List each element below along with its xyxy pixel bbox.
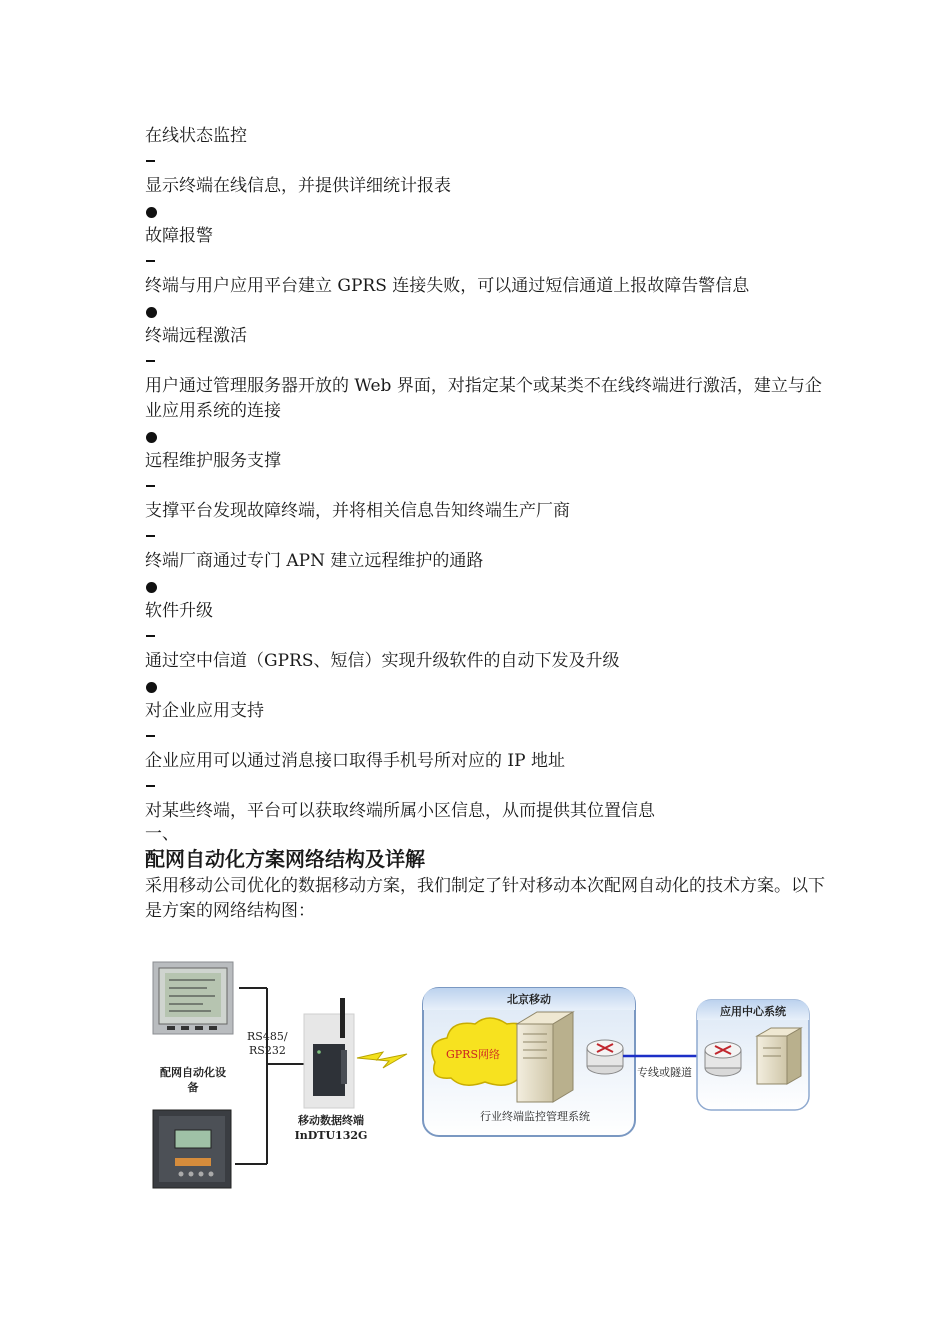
list-item-text: 对企业应用支持	[145, 701, 264, 721]
app-center-box	[697, 1000, 809, 1110]
controller-device-icon	[153, 1110, 231, 1188]
network-diagram	[145, 958, 815, 1198]
list-item-text: 用户通过管理服务器开放的 Web 界面，对指定某个或某类不在线终端进行激活，建立与企业应用系统的连接	[145, 376, 822, 421]
wireless-signal-icon	[357, 1052, 407, 1068]
bullet-marker-icon	[145, 574, 825, 599]
list-item-text: 软件升级	[145, 601, 213, 621]
app-center-title: 应用中心系统	[720, 1005, 786, 1018]
list-item-text: 企业应用可以通过消息接口取得手机号所对应的 IP 地址	[145, 751, 565, 771]
device-label-line2: 备	[187, 1081, 199, 1094]
list-item-text: 通过空中信道（GPRS、短信）实现升级软件的自动下发及升级	[145, 651, 620, 671]
terminal-label-line1: 移动数据终端	[298, 1114, 364, 1127]
system-label: 行业终端监控管理系统	[480, 1110, 590, 1123]
interface-label-line1: RS485/	[247, 1030, 288, 1043]
carrier-title: 北京移动	[507, 993, 551, 1006]
dash-marker-icon	[145, 774, 825, 799]
list-item-text: 终端厂商通过专门 APN 建立远程维护的通路	[145, 551, 484, 571]
server-rack-icon	[517, 1012, 573, 1102]
device-label-line1: 配网自动化设	[160, 1066, 226, 1079]
carrier-network-box	[423, 988, 635, 1136]
list-item-text: 远程维护服务支撑	[145, 451, 281, 471]
power-meter-icon	[153, 962, 233, 1034]
terminal-label-line2: InDTU132G	[294, 1129, 368, 1142]
section-heading: 配网自动化方案网络结构及详解	[145, 847, 425, 871]
list-item-text: 显示终端在线信息，并提供详细统计报表	[145, 176, 451, 196]
router-icon	[587, 1040, 623, 1074]
dash-marker-icon	[145, 249, 825, 274]
dtu-terminal-icon	[304, 998, 354, 1108]
bullet-marker-icon	[145, 424, 825, 449]
app-server-icon	[757, 1028, 801, 1084]
app-router-icon	[705, 1042, 741, 1076]
list-item-text: 故障报警	[145, 226, 213, 246]
dash-marker-icon	[145, 474, 825, 499]
section-paragraph: 采用移动公司优化的数据移动方案，我们制定了针对移动本次配网自动化的技术方案。以下是方案的网络结构图：	[145, 876, 825, 921]
cloud-label: GPRS网络	[445, 1048, 501, 1061]
content-body	[145, 124, 825, 924]
list-item-text: 支撑平台发现故障终端，并将相关信息告知终端生产厂商	[145, 501, 570, 521]
bullet-marker-icon	[145, 299, 825, 324]
feature-list	[145, 124, 825, 824]
link-label: 专线或隧道	[637, 1066, 692, 1079]
bullet-marker-icon	[145, 674, 825, 699]
interface-label-line2: RS232	[249, 1044, 286, 1057]
dash-marker-icon	[145, 724, 825, 749]
list-item-text: 终端远程激活	[145, 326, 247, 346]
list-item-text: 终端与用户应用平台建立 GPRS 连接失败，可以通过短信通道上报故障告警信息	[145, 276, 750, 296]
bullet-marker-icon	[145, 199, 825, 224]
network-diagram-svg	[145, 958, 815, 1198]
dash-marker-icon	[145, 624, 825, 649]
list-item-text: 对某些终端，平台可以获取终端所属小区信息，从而提供其位置信息	[145, 801, 655, 821]
dash-marker-icon	[145, 149, 825, 174]
section-number: 一、	[145, 824, 179, 844]
list-item-text: 在线状态监控	[145, 126, 247, 146]
dash-marker-icon	[145, 524, 825, 549]
dash-marker-icon	[145, 349, 825, 374]
